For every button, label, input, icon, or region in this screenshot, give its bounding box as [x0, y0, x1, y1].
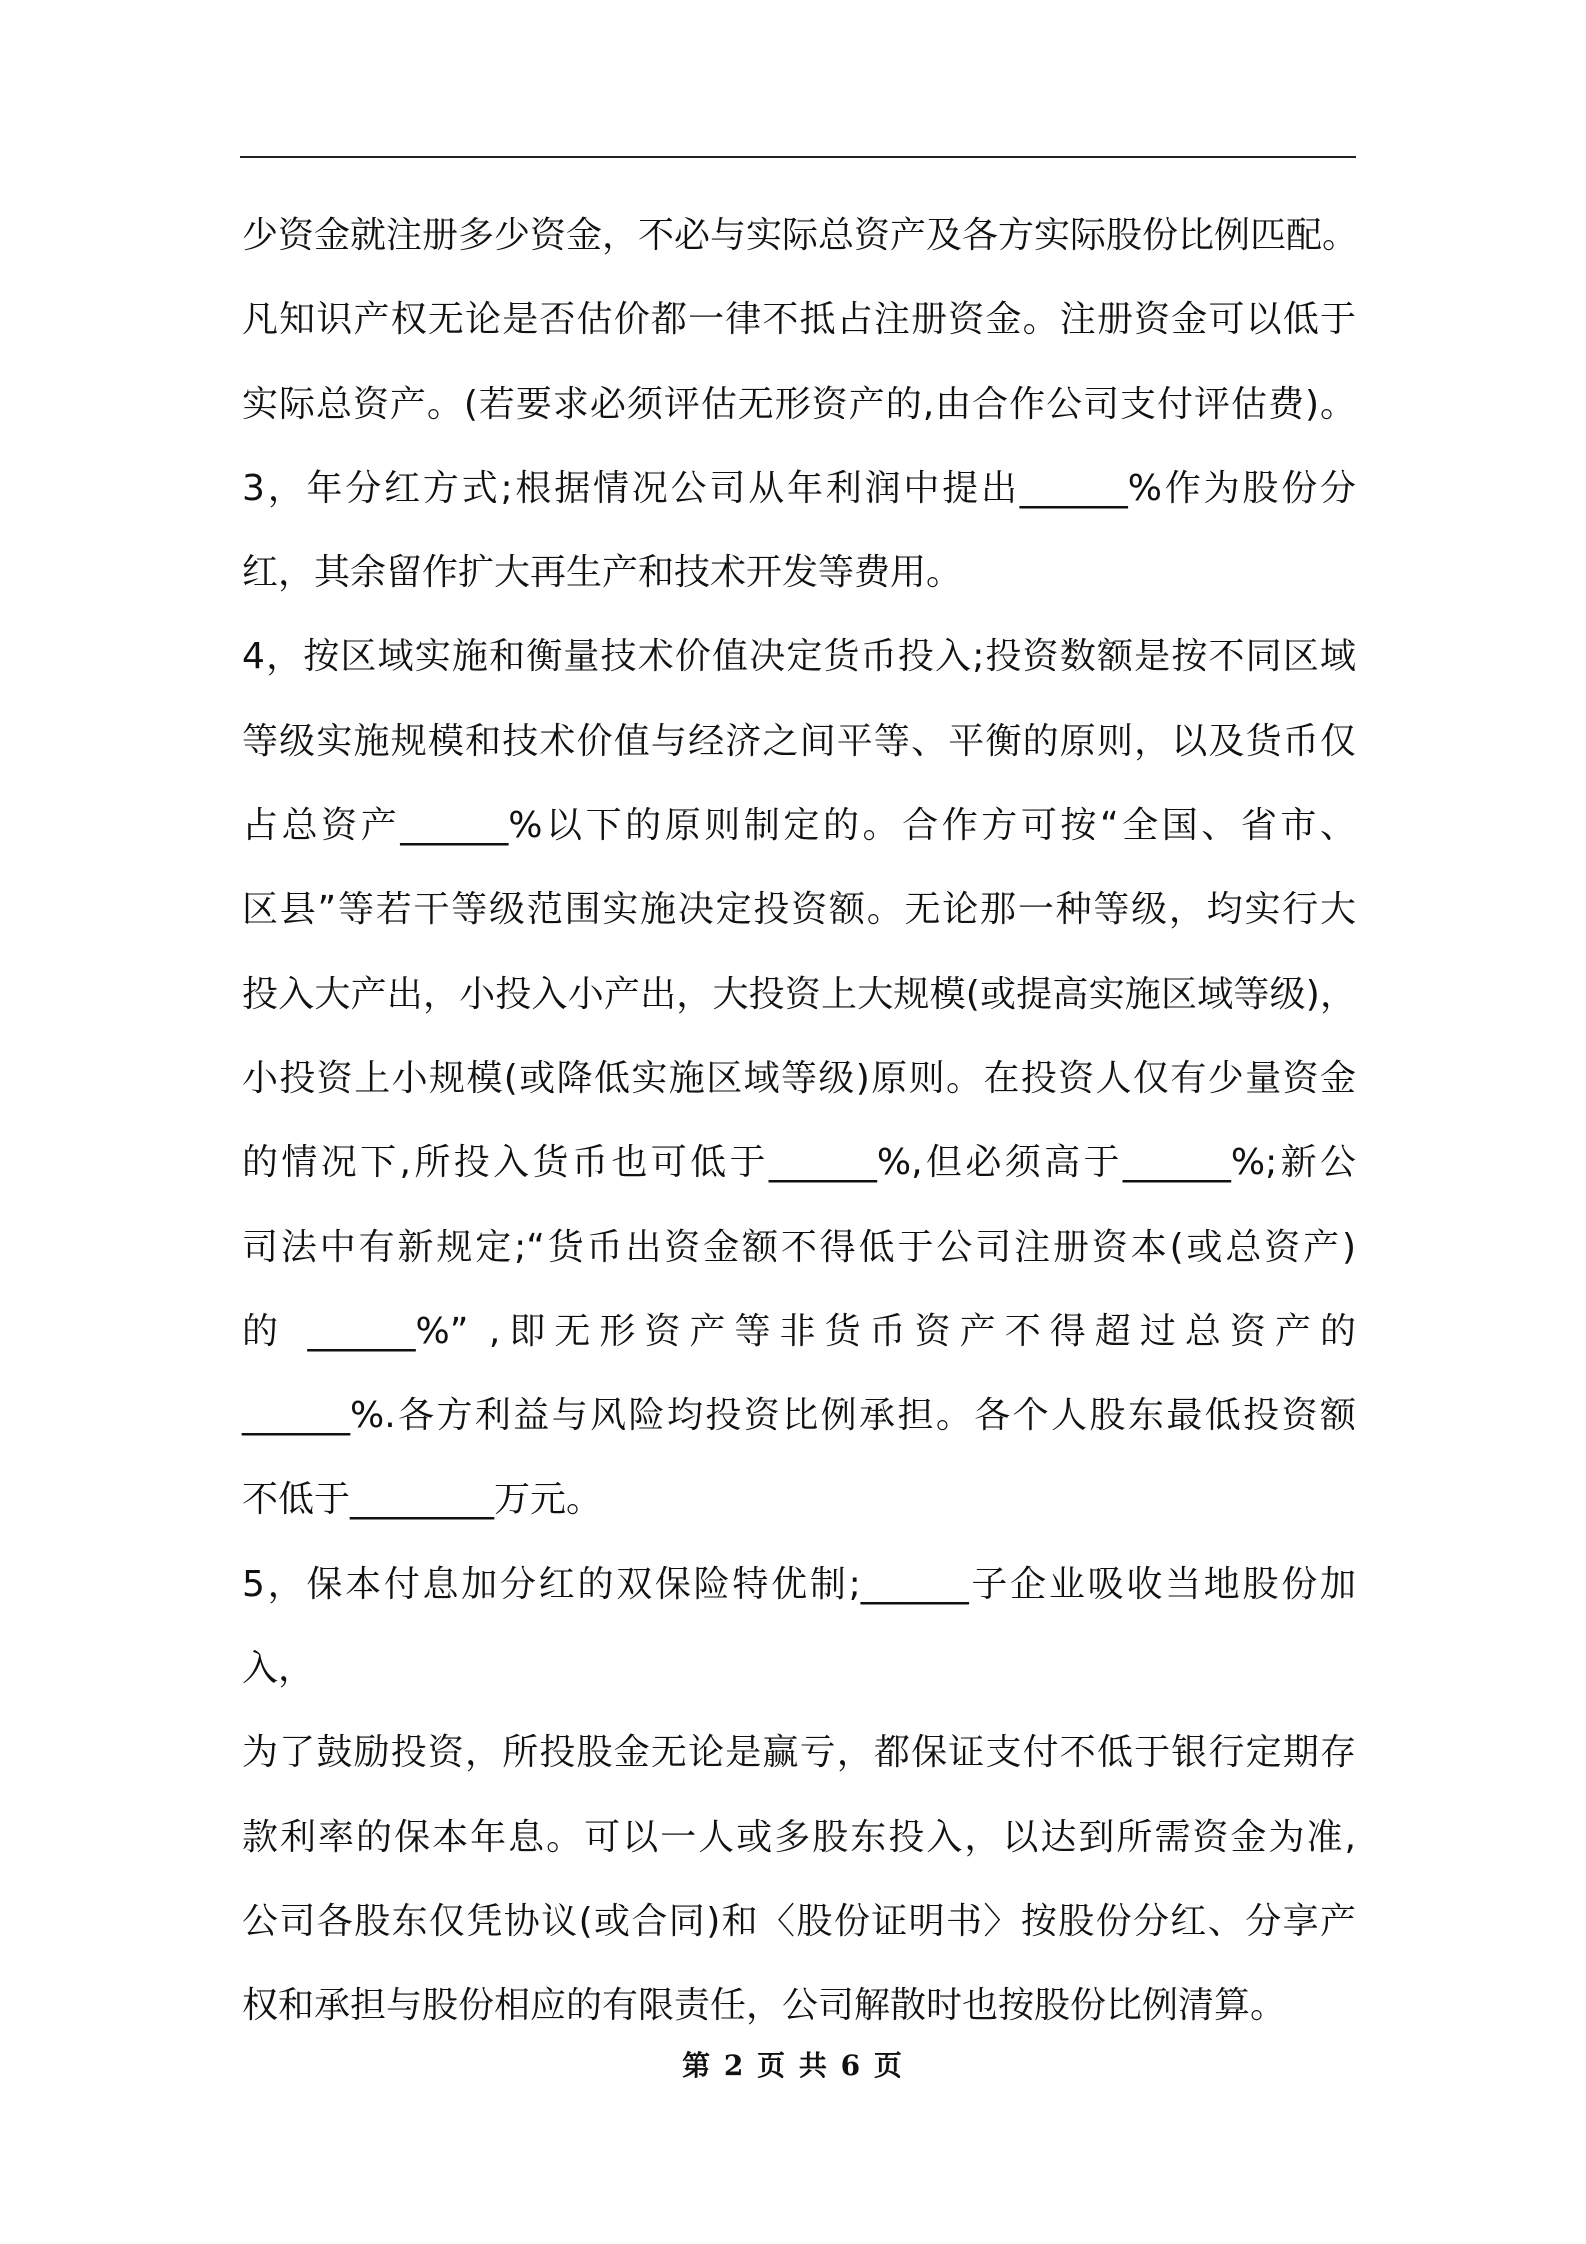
- text-line: 等级实施规模和技术价值与经济之间平等、平衡的原则，以及货币仅: [242, 720, 1356, 762]
- document-body: [242, 194, 1372, 2049]
- text-line: 少资金就注册多少资金，不必与实际总资产及各方实际股份比例匹配。: [242, 215, 1359, 256]
- page-number-footer: 第 2 页 共 6 页: [682, 2049, 904, 2082]
- text-line: 4，按区域实施和衡量技术价值决定货币投入;投资数额是按不同区域: [242, 636, 1356, 678]
- text-line: 款利率的保本年息。可以一人或多股东投入，以达到所需资金为准,: [242, 1816, 1356, 1858]
- text-line: 的情况下,所投入货币也可低于______%,但必须高于______%;新公: [242, 1142, 1356, 1184]
- text-line: 不低于________万元。: [242, 1479, 603, 1521]
- text-line: 权和承担与股份相应的有限责任，公司解散时也按股份比例清算。: [242, 1985, 1287, 2027]
- text-line: 为了鼓励投资，所投股金无论是赢亏，都保证支付不低于银行定期存: [242, 1732, 1356, 1774]
- text-line: 红，其余留作扩大再生产和技术开发等费用。: [242, 552, 963, 594]
- text-line: ______%.各方利益与风险均投资比例承担。各个人股东最低投资额: [242, 1395, 1356, 1437]
- text-line: 司法中有新规定;“货币出资金额不得低于公司注册资本(或总资产): [242, 1226, 1356, 1268]
- text-line: 3，年分红方式;根据情况公司从年利润中提出______%作为股份分: [242, 467, 1356, 509]
- text-line: 的 ______%” ,即无形资产等非货币资产不得超过总资产的: [242, 1310, 1356, 1352]
- header-divider: [240, 156, 1356, 158]
- text-line: 区县”等若干等级范围实施决定投资额。无论那一种等级，均实行大: [242, 889, 1356, 931]
- text-line: 凡知识产权无论是否估价都一律不抵占注册资金。注册资金可以低于: [242, 299, 1356, 341]
- text-line: 占总资产______%以下的原则制定的。合作方可按“全国、省市、: [242, 805, 1356, 847]
- text-line: 公司各股东仅凭协议(或合同)和〈股份证明书〉按股份分红、分享产: [242, 1900, 1356, 1942]
- text-line: 5，保本付息加分红的双保险特优制;______子企业吸收当地股份加: [242, 1563, 1356, 1605]
- text-line: 实际总资产。(若要求必须评估无形资产的,由合作公司支付评估费)。: [242, 383, 1356, 425]
- text-line: 小投资上小规模(或降低实施区域等级)原则。在投资人仅有少量资金: [242, 1057, 1356, 1099]
- text-line: 入，: [242, 1648, 315, 1690]
- text-line: 投入大产出，小投入小产出，大投资上大规模(或提高实施区域等级)，: [242, 973, 1356, 1015]
